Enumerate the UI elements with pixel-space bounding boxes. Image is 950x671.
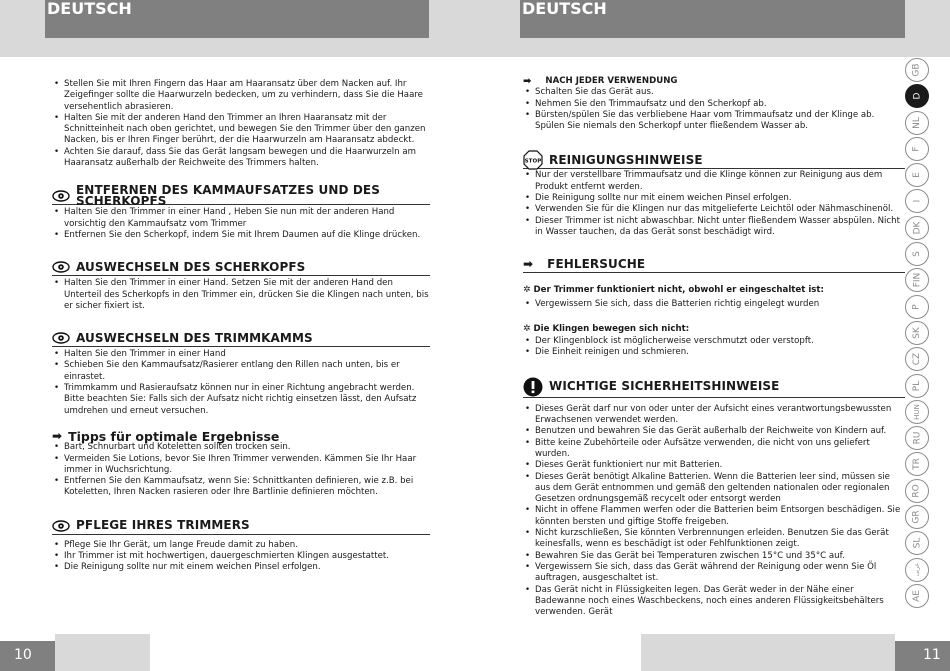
list-item: • Der Klingenblock ist möglicherweise verschmutzt oder verstopft. xyxy=(523,336,905,347)
section-heading xyxy=(52,518,430,535)
list-item: • Dieses Gerät darf nur von oder unter der Aufsicht eines verantwortungsbewussten Erwachsenen verwendet werden. xyxy=(523,404,905,427)
list-item: • Vergewissern Sie sich, dass die Batterien richtig eingelegt wurden xyxy=(523,299,905,310)
language-tab-p[interactable] xyxy=(905,295,929,319)
section-remove-attachments xyxy=(52,183,430,241)
list-item: • Die Reinigung sollte nur mit einem weichen Pinsel erfolgen. xyxy=(523,193,905,204)
list-item: • Trimmkamm und Rasieraufsatz können nur in einer Richtung angebracht werden. xyxy=(52,383,430,394)
section-replace-head xyxy=(52,259,430,312)
language-tab-label: F xyxy=(912,146,922,152)
section-heading xyxy=(52,259,430,276)
right-header-title: DEUTSCH xyxy=(522,0,607,18)
list-item: • Dieses Gerät benötigt Alkaline Batterien. Wenn die Batterien leer sind, müssen sie aus dem Gerät entnommen und gemäß den geltenden nationalen oder regionalen Gesetzen ordnungsgemäß recycelt oder entsorgt werden xyxy=(523,472,905,506)
gear-icon: ✲ xyxy=(523,285,531,296)
section-heading xyxy=(52,183,430,209)
section-care xyxy=(52,518,430,574)
list-item: • Das Gerät nicht in Flüssigkeiten legen. Das Gerät weder in der Nähe einer Badewanne noch eines Waschbeckens, noch eines anderen Flüssigkeitsbehälters verwenden. Gerät xyxy=(523,585,905,619)
problem-heading xyxy=(523,285,905,296)
section-title: NACH JEDER VERWENDUNG xyxy=(545,76,678,86)
section-title: AUSWECHSELN DES SCHERKOPFS xyxy=(76,259,306,274)
language-tab-label: E xyxy=(912,172,922,179)
language-tab-label: GR xyxy=(911,510,922,524)
list-item: • Entfernen Sie den Kammaufsatz, wenn Sie: Schnittkanten definieren, wie z.B. bei Koteletten, Ihren Nacken rasieren oder Ihre Bartlinie definieren möchten. xyxy=(52,476,430,499)
language-tab-label: SL xyxy=(911,537,922,549)
language-tab-pl[interactable] xyxy=(905,374,929,398)
language-tab-nl[interactable] xyxy=(905,111,929,135)
section-heading xyxy=(52,330,430,347)
list-item: • Bürsten/spülen Sie das verbliebene Haar vom Trimmaufsatz und der Klinge ab. Spülen Sie niemals den Scherkopf unter fließendem Wasser ab. xyxy=(523,110,905,133)
section-list xyxy=(523,404,905,619)
section-heading xyxy=(523,76,905,87)
right-page-header xyxy=(520,0,905,38)
language-tab-f[interactable] xyxy=(905,137,929,161)
section-heading xyxy=(523,377,905,398)
language-tab-label: TR xyxy=(911,458,922,471)
list-item: • Halten Sie den Trimmer in einer Hand , Heben Sie nun mit der anderen Hand vorsichtig den Kammaufsatz vom Trimmer xyxy=(52,207,430,230)
language-tab-label: عربى xyxy=(913,562,921,577)
language-tab-e[interactable] xyxy=(905,163,929,187)
right-footer-strip xyxy=(641,634,895,671)
left-column xyxy=(52,79,430,574)
eye-icon xyxy=(52,261,70,273)
list-item: • Nehmen Sie den Trimmaufsatz und den Scherkopf ab. xyxy=(523,99,905,110)
language-tab-label: FIN xyxy=(911,273,922,288)
language-tab-label: P xyxy=(912,303,922,310)
language-tab-arabic[interactable] xyxy=(905,558,929,582)
list-item: • Entfernen Sie den Scherkopf, indem Sie mit Ihrem Daumen auf die Klinge drücken. xyxy=(52,230,430,241)
arrow-right-icon: ➡ xyxy=(52,428,63,443)
arrow-right-icon: ➡ xyxy=(523,256,534,271)
page-number: 10 xyxy=(14,647,32,663)
language-tab-gr[interactable] xyxy=(905,505,929,529)
language-tab-label: DK xyxy=(912,221,922,235)
eye-icon xyxy=(52,332,70,344)
language-tab-label: I xyxy=(912,200,922,203)
section-after-use xyxy=(523,76,905,132)
section-title: FEHLERSUCHE xyxy=(547,256,646,271)
list-item: • Vergewissern Sie sich, dass das Gerät während der Reinigung oder wenn Sie Öl auftragen, ausgeschaltet ist. xyxy=(523,562,905,585)
language-tab-hun[interactable] xyxy=(905,400,929,424)
list-item: • Schieben Sie den Kammaufsatz/Rasierer entlang den Rillen nach unten, bis er einrastet. xyxy=(52,360,430,383)
language-tab-sk[interactable] xyxy=(905,321,929,345)
section-troubleshooting xyxy=(523,256,905,358)
list-item: • Die Reinigung sollte nur mit einem weichen Pinsel erfolgen. xyxy=(52,562,430,573)
language-tab-tr[interactable] xyxy=(905,452,929,476)
section-list xyxy=(52,442,430,498)
section-title: WICHTIGE SICHERHEITSHINWEISE xyxy=(549,379,780,394)
section-tips xyxy=(52,428,430,499)
section-list xyxy=(523,87,905,132)
stop-icon-text: STOP xyxy=(524,158,542,165)
left-page-header xyxy=(45,0,429,38)
problem-title: Die Klingen bewegen sich nicht: xyxy=(533,323,690,334)
right-column xyxy=(523,76,905,618)
section-heading xyxy=(52,428,430,444)
list-item: • Schalten Sie das Gerät aus. xyxy=(523,87,905,98)
list-item: • Halten Sie mit der anderen Hand den Trimmer an Ihren Haaransatz mit der Schnitteinheit nach oben gerichtet, und bewegen Sie den Trimmer über den ganzen Nacken, bis er Ihren Finger berührt, der die Haarwurzeln am Haaransatz abdeckt. xyxy=(52,113,430,147)
list-item: • Die Einheit reinigen und schmieren. xyxy=(523,347,905,358)
language-tab-label: PL xyxy=(911,380,922,391)
list-item: • Bart, Schnurbart und Koteletten sollten trocken sein. xyxy=(52,442,430,453)
section-heading xyxy=(523,152,905,169)
eye-icon xyxy=(52,190,70,202)
section-cleaning xyxy=(523,152,905,238)
page-number: 11 xyxy=(923,647,941,663)
language-tab-label: D xyxy=(912,92,922,100)
left-footer-strip xyxy=(55,634,150,671)
section-title: PFLEGE IHRES TRIMMERS xyxy=(76,518,250,533)
language-tab-cz[interactable] xyxy=(905,347,929,371)
list-item: • Stellen Sie mit Ihren Fingern das Haar am Haaransatz über dem Nacken auf. Ihr Zeigefinger sollte die Haarwurzeln bedecken, um zu verhindern, dass Sie die Haare versehentlich abrasieren. xyxy=(52,79,430,113)
list-item: • Pflege Sie Ihr Gerät, um lange Freude damit zu haben. xyxy=(52,540,430,551)
section-list xyxy=(52,278,430,312)
comb-note: Bitte beachten Sie: Falls sich der Aufsatz nicht richtig einsetzen lässt, den Aufsatz umdrehen und erneut versuchen. xyxy=(64,394,417,416)
list-item: • Verwenden Sie für die Klingen nur das mitgelieferte Leichtöl oder Nähmaschinenöl. xyxy=(523,204,905,215)
gear-icon: ✲ xyxy=(523,323,531,334)
eye-icon xyxy=(52,520,70,532)
list-item: • Dieser Trimmer ist nicht abwaschbar. Nicht unter fließendem Wasser abspülen. Nicht in Wasser tauchen, da das Gerät sonst beschädigt wird. xyxy=(523,216,905,239)
section-replace-comb xyxy=(52,330,430,417)
arrow-right-icon: ➡ xyxy=(523,76,532,87)
problem-title: Der Trimmer funktioniert nicht, obwohl er eingeschaltet ist: xyxy=(533,285,824,296)
list-item: • Nur der verstellbare Trimmaufsatz und die Klinge können zur Reinigung aus dem Produkt entfernt werden. xyxy=(523,170,905,193)
section-list xyxy=(52,207,430,241)
language-tab-d[interactable] xyxy=(905,84,929,108)
section-safety xyxy=(523,377,905,619)
language-tab-ro[interactable] xyxy=(905,479,929,503)
section-list xyxy=(523,170,905,238)
language-tab-ru[interactable] xyxy=(905,426,929,450)
problem-heading xyxy=(523,324,905,335)
list-item: • Nicht kurzschließen, Sie könnten Verbrennungen erleiden. Benutzen Sie das Gerät keinesfalls, wenn es beschädigt ist oder Fehlfunktionen zeigt. xyxy=(523,528,905,551)
language-tab-label: GB xyxy=(912,63,922,77)
left-header-title: DEUTSCH xyxy=(47,0,132,18)
language-tab-label: S xyxy=(912,251,922,257)
intro-list xyxy=(52,79,430,169)
language-tab-fin[interactable] xyxy=(905,268,929,292)
section-title: AUSWECHSELN DES TRIMMKAMMS xyxy=(76,330,313,345)
section-list xyxy=(52,349,430,394)
list-item: • Halten Sie den Trimmer in einer Hand. Setzen Sie mit der anderen Hand den Unterteil des Scherkopfs in den Trimmer ein, drücken Sie die Klingen nach unten, bis er sicher fixiert ist. xyxy=(52,278,430,312)
section-list xyxy=(523,299,905,310)
language-tab-label: HUN xyxy=(913,404,921,420)
left-page-number xyxy=(0,641,55,671)
section-list xyxy=(523,336,905,359)
list-item: • Halten Sie den Trimmer in einer Hand xyxy=(52,349,430,360)
language-tab-gb[interactable] xyxy=(905,58,929,82)
language-tab-label: AE xyxy=(912,590,922,602)
list-item: • Ihr Trimmer ist mit hochwertigen, dauergeschmierten Klingen ausgestattet. xyxy=(52,551,430,562)
language-tab-dk[interactable] xyxy=(905,216,929,240)
language-tabs xyxy=(905,58,931,610)
list-item: • Dieses Gerät funktioniert nur mit Batterien. xyxy=(523,460,905,471)
right-page-number xyxy=(895,641,950,671)
language-tab-label: RO xyxy=(912,484,922,498)
language-tab-i[interactable] xyxy=(905,189,929,213)
section-list xyxy=(52,540,430,574)
language-tab-ae[interactable] xyxy=(905,584,929,608)
stop-icon xyxy=(523,150,543,170)
language-tab-label: SK xyxy=(912,327,922,339)
list-item: • Benutzen und bewahren Sie das Gerät außerhalb der Reichweite von Kindern auf. xyxy=(523,426,905,437)
language-tab-label: CZ xyxy=(911,353,922,366)
section-title: ENTFERNEN DES KAMMAUFSATZES UND DES SCHERKOPFS xyxy=(76,183,380,209)
warning-icon xyxy=(523,377,543,397)
list-item: • Achten Sie darauf, dass Sie das Gerät langsam bewegen und die Haarwurzeln am Haaransatz außerhalb der Reichweite des Trimmers halten. xyxy=(52,147,430,170)
list-item: • Vermeiden Sie Lotions, bevor Sie Ihren Trimmer verwenden. Kämmen Sie Ihr Haar immer in Wuchsrichtung. xyxy=(52,454,430,477)
section-title: Tipps für optimale Ergebnisse xyxy=(68,428,280,444)
section-title: REINIGUNGSHINWEISE xyxy=(549,152,703,167)
list-item: • Bewahren Sie das Gerät bei Temperaturen zwischen 15°C und 35°C auf. xyxy=(523,551,905,562)
language-tab-sl[interactable] xyxy=(905,531,929,555)
language-tab-s[interactable] xyxy=(905,242,929,266)
list-item: • Nicht in offene Flammen werfen oder die Batterien beim Entsorgen beschädigen. Sie könnten bersten und giftige Stoffe freigeben. xyxy=(523,505,905,528)
list-item: • Bitte keine Zubehörteile oder Aufsätze verwenden, die nicht von uns geliefert wurden. xyxy=(523,438,905,461)
section-heading xyxy=(523,256,905,273)
language-tab-label: RU xyxy=(912,431,922,445)
language-tab-label: NL xyxy=(912,116,922,129)
